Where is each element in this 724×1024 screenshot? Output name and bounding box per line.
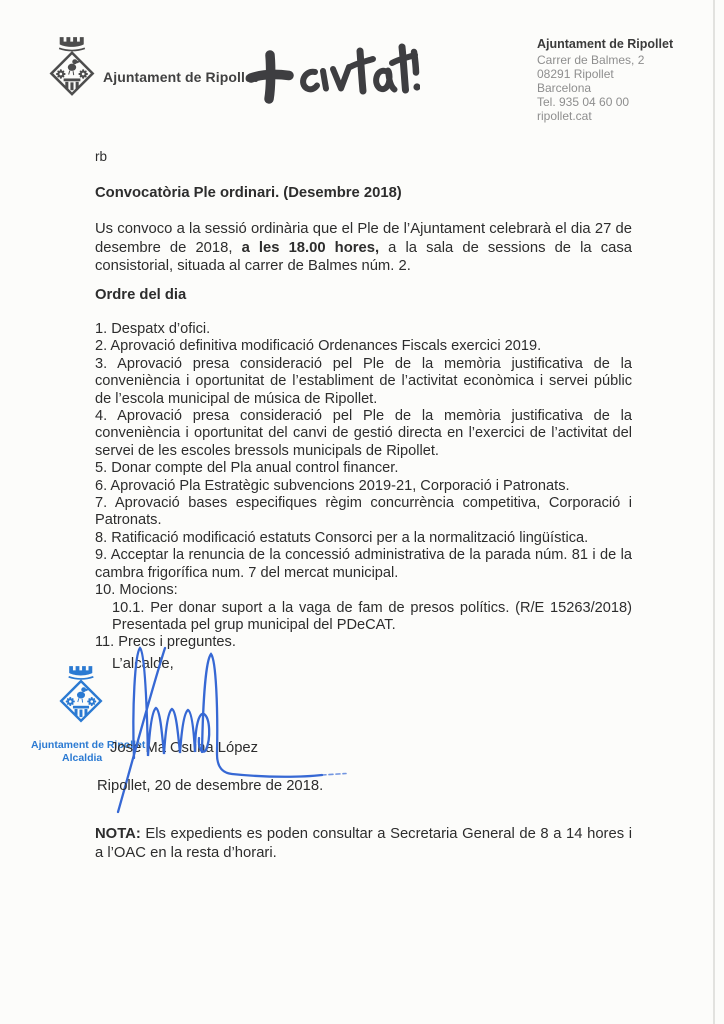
signer-name: José Ma Osuna López [110, 740, 259, 756]
coat-of-arms-logo [44, 36, 100, 112]
stamp-office-text: Alcaldia [62, 752, 103, 764]
stamp-org-text: Ajuntament de Ripollet [31, 739, 146, 751]
intro-paragraph [95, 220, 632, 276]
address-lines [537, 53, 707, 123]
agenda-item: 2. Aprovació definitiva modificació Ordenances Fiscals exercici 2019. [95, 338, 542, 355]
address-line: Barcelona [537, 81, 592, 95]
note-label: NOTA: [95, 826, 141, 842]
agenda-heading: Ordre del dia [95, 287, 187, 303]
note-paragraph [95, 825, 632, 862]
agenda-list [95, 321, 632, 652]
agenda-item: 10. Mocions: [95, 582, 178, 599]
address-line: Tel. 935 04 60 00 [537, 95, 630, 109]
intro-text-before: Us convoco a la sessió ordinària que el Ple de l’Ajuntament celebrarà el dia 27 de desembre de 2018, [95, 221, 632, 256]
place-date: Ripollet, 20 de desembre de 2018. [97, 778, 324, 794]
reference-initials: rb [95, 149, 108, 164]
agenda-item: 9. Acceptar la renuncia de la concessió administrativa de la parada núm. 81 i de la cambra frigorífica num. 7 del mercat municipal. [95, 547, 632, 581]
address-block [537, 37, 707, 123]
agenda-item: 1. Despatx d’ofici. [95, 321, 211, 337]
org-name: Ajuntament de Ripollet [103, 69, 258, 85]
agenda-item: 5. Donar compte del Pla anual control financer. [95, 460, 399, 477]
scan-edge-artifact [713, 0, 715, 1024]
agenda-item: 3. Aprovació presa consideració pel Ple de la memòria justificativa de la conveniència i oportunitat de l’establiment de l’activitat econòmica i servei públic de l’escola municipal de música de Ripollet. [95, 355, 632, 407]
ciutat-brand-logo [245, 38, 420, 110]
document-title: Convocatòria Ple ordinari. (Desembre 2018) [95, 185, 402, 201]
agenda-item: 10.1. Per donar suport a la vaga de fam de presos polítics. (R/E 15263/2018) Presentada pel grup municipal del PDeCAT. [112, 599, 632, 633]
address-line: 08291 Ripollet [537, 67, 614, 81]
note-text: Els expedients es poden consultar a Secretaria General de 8 a 14 hores i a l’OAC en la resta d’horari. [95, 826, 632, 861]
agenda-item: 11. Precs i preguntes. [95, 634, 236, 651]
address-line: ripollet.cat [537, 109, 592, 123]
agenda-item: 6. Aprovació Pla Estratègic subvencions 2019-21, Corporació i Patronats. [95, 477, 570, 494]
agenda-item: 4. Aprovació presa consideració pel Ple de la memòria justificativa de la conveniència i oportunitat del canvi de gestió directa en l’exercici de l’activitat del servei de les escoles bressols municipals de Ripollet. [95, 408, 632, 459]
agenda-item: 7. Aprovació bases especifiques règim concurrència competitiva, Corporació i Patronats. [95, 495, 632, 529]
salutation: L’alcalde, [112, 656, 174, 672]
intro-bold-time: a les 18.00 hores, [241, 239, 380, 256]
address-title: Ajuntament de Ripollet [537, 37, 674, 51]
intro-text-after: a la sala de sessions de la casa consistorial, situada al carrer de Balmes núm. 2. [95, 239, 632, 275]
address-line: Carrer de Balmes, 2 [537, 53, 645, 67]
agenda-item: 8. Ratificació modificació estatuts Consorci per a la normalització lingüística. [95, 529, 589, 546]
